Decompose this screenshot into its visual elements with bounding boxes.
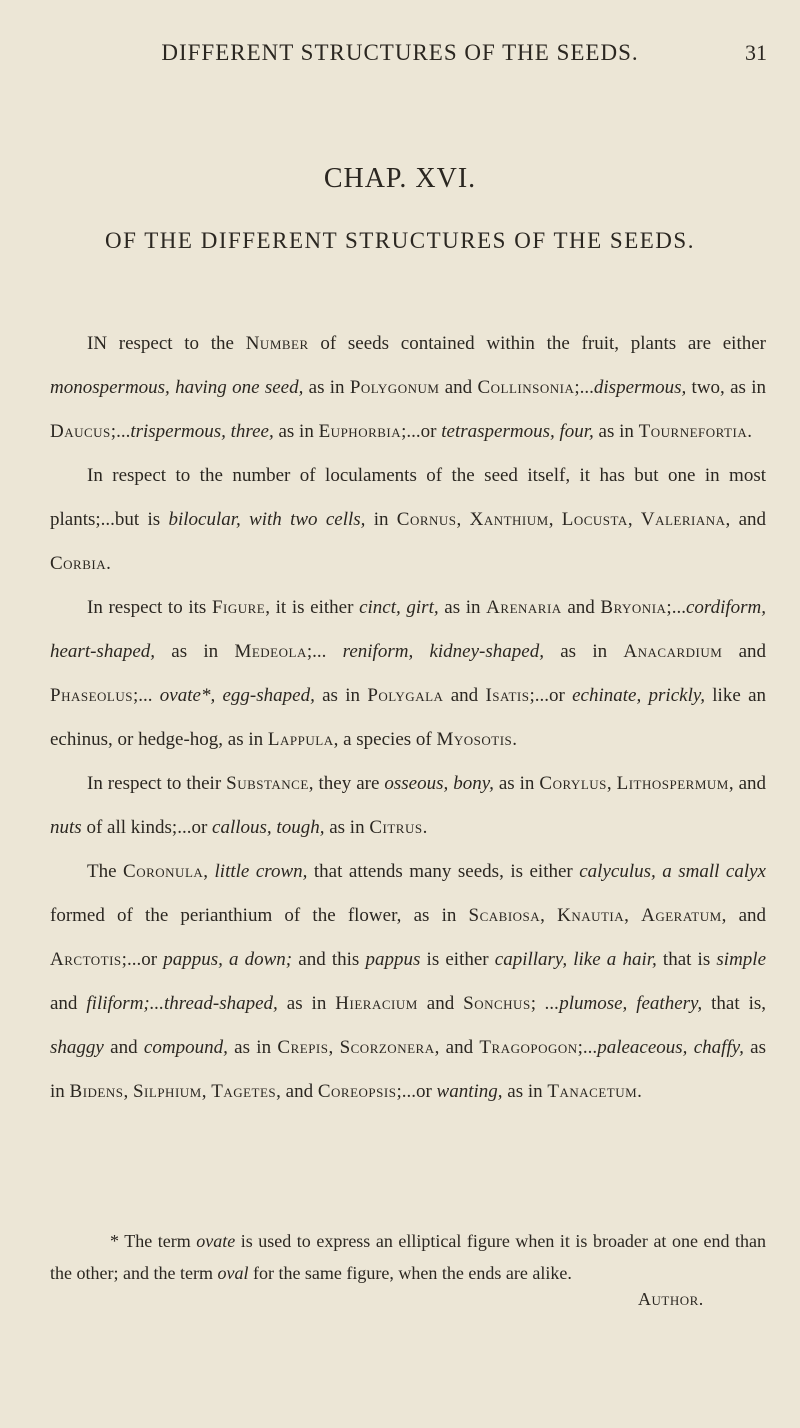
italic-term: ...plumose, feathery, <box>544 993 703 1014</box>
italic-term: calyculus, a small calyx <box>579 861 766 882</box>
italic-term: three, <box>230 421 274 442</box>
chapter-heading: CHAP. XVI. <box>323 163 477 194</box>
small-caps-name: Isatis <box>485 685 530 706</box>
small-caps-name: Valeriana <box>640 509 726 530</box>
body-text <box>50 322 766 1114</box>
small-caps-name: Ageratum <box>641 905 722 926</box>
small-caps-name: Myosotis <box>436 729 513 750</box>
small-caps-name: Collinsonia <box>477 377 575 398</box>
small-caps-name: Lithospermum <box>616 773 729 794</box>
small-caps-name: Number <box>245 333 309 354</box>
small-caps-name: Cornus <box>396 509 457 530</box>
italic-term: oval <box>217 1263 249 1283</box>
small-caps-name: Euphorbia <box>318 421 402 442</box>
paragraph: In respect to their Substance, they are osseous, bony, as in Corylus, Lithospermum, and nuts of all kinds;...or callous, tough, as in Citrus. <box>50 773 767 838</box>
small-caps-name: Scorzonera <box>339 1037 435 1058</box>
italic-term: nuts <box>50 817 82 838</box>
small-caps-name: Anacardium <box>623 641 723 662</box>
small-caps-name: Locusta <box>561 509 628 530</box>
italic-term: compound, <box>143 1037 228 1058</box>
italic-term: osseous, bony, <box>384 773 494 794</box>
small-caps-name: Figure <box>211 597 266 618</box>
small-caps-name: Substance <box>226 773 309 794</box>
small-caps-name: Scabiosa <box>468 905 541 926</box>
italic-term: wanting, <box>436 1081 503 1102</box>
italic-term: ovate <box>196 1231 236 1251</box>
small-caps-name: Sonchus <box>463 993 531 1014</box>
small-caps-name: Bidens <box>69 1081 124 1102</box>
small-caps-name: Knautia <box>557 905 625 926</box>
small-caps-name: Corbia <box>50 553 107 574</box>
italic-term: capillary, like a hair, <box>494 949 657 970</box>
small-caps-name: Bryonia <box>600 597 667 618</box>
italic-term: reniform, kidney-shaped, <box>342 641 544 662</box>
italic-term: pappus <box>365 949 421 970</box>
small-caps-name: Tragopogon <box>479 1037 578 1058</box>
small-caps-name: Tanacetum <box>547 1081 638 1102</box>
small-caps-name: Silphium <box>132 1081 202 1102</box>
italic-term: paleaceous, chaffy, <box>597 1037 744 1058</box>
italic-term: echinate, prickly, <box>572 685 705 706</box>
small-caps-name: Tagetes <box>211 1081 277 1102</box>
italic-term: tetraspermous, four, <box>441 421 594 442</box>
italic-term: cordiform, heart-shaped, <box>50 597 766 662</box>
italic-term: ovate*, egg-shaped, <box>159 685 315 706</box>
italic-term: trispermous, <box>130 421 226 442</box>
small-caps-name: Hieracium <box>335 993 418 1014</box>
italic-term: callous, tough, <box>212 817 325 838</box>
italic-term: monospermous, having one seed, <box>50 377 304 398</box>
italic-term: simple <box>716 949 766 970</box>
page-number: 31 <box>745 40 767 65</box>
footnote-author: Author. <box>638 1289 704 1309</box>
italic-term: pappus, a down; <box>163 949 293 970</box>
paragraph: In respect to its Figure, it is either cinct, girt, as in Arenaria and Bryonia;...cordiform, heart-shaped, as in Medeola;... reniform, kidney-shaped, as in Anacardium and Phaseolus;... ovate*, egg-shaped, as in Polygala and Isatis;...or echinate, prickly, like an echinus, or hedge-hog, as in Lappula, a species of Myosotis. <box>50 597 767 750</box>
italic-term: cinct, girt, <box>359 597 439 618</box>
small-caps-name: Polygonum <box>349 377 440 398</box>
small-caps-name: Tournefortia <box>638 421 748 442</box>
italic-term: little crown, <box>214 861 308 882</box>
italic-term: filiform;...thread-shaped, <box>86 993 278 1014</box>
small-caps-name: Polygala <box>367 685 444 706</box>
running-head: DIFFERENT STRUCTURES OF THE SEEDS. <box>161 40 639 65</box>
small-caps-name: Crepis <box>277 1037 329 1058</box>
paragraph: The Coronula, little crown, that attends many seeds, is either calyculus, a small calyx formed of the perianthium of the flower, as in Scabiosa, Knautia, Ageratum, and Arctotis;...or pappus, a down; and this pappus is either capillary, like a hair, that is simple and filiform;...thread-shaped, as in Hieracium and Sonchus; ...plumose, feathery, that is, shaggy and compound, as in Crepis, Scorzonera, and Tragopogon;...paleaceous, chaffy, as in Bidens, Silphium, Tagetes, and Coreopsis;...or wanting, as in Tanacetum. <box>50 861 767 1102</box>
small-caps-name: Citrus <box>369 817 423 838</box>
small-caps-name: Coronula <box>123 861 204 882</box>
small-caps-name: Phaseolus <box>50 685 133 706</box>
paragraph: IN respect to the Number of seeds contained within the fruit, plants are either monospermous, having one seed, as in Polygonum and Collinsonia;...dispermous, two, as in Daucus;...trispermous, three, as in Euphorbia;...or tetraspermous, four, as in Tournefortia. <box>50 333 766 442</box>
small-caps-name: Coreopsis <box>317 1081 397 1102</box>
small-caps-name: Lappula <box>267 729 334 750</box>
small-caps-name: Arenaria <box>486 597 562 618</box>
italic-term: shaggy <box>50 1037 104 1058</box>
small-caps-name: Xanthium <box>469 509 549 530</box>
section-title: OF THE DIFFERENT STRUCTURES OF THE SEEDS. <box>105 228 695 253</box>
paragraph: In respect to the number of loculaments of the seed itself, it has but one in most plants;...but is bilocular, with two cells, in Cornus, Xanthium, Locusta, Valeriana, and Corbia. <box>50 465 767 574</box>
italic-term: bilocular, with two cells, <box>168 509 366 530</box>
small-caps-name: Arctotis <box>50 949 122 970</box>
italic-term: dispermous, <box>593 377 687 398</box>
small-caps-name: Medeola <box>234 641 307 662</box>
small-caps-name: Corylus <box>539 773 607 794</box>
small-caps-name: Daucus <box>50 421 111 442</box>
footnote: * The term ovate is used to express an elliptical figure when it is broader at one end than the other; and the term oval for the same figure, when the ends are alike. <box>50 1231 766 1283</box>
